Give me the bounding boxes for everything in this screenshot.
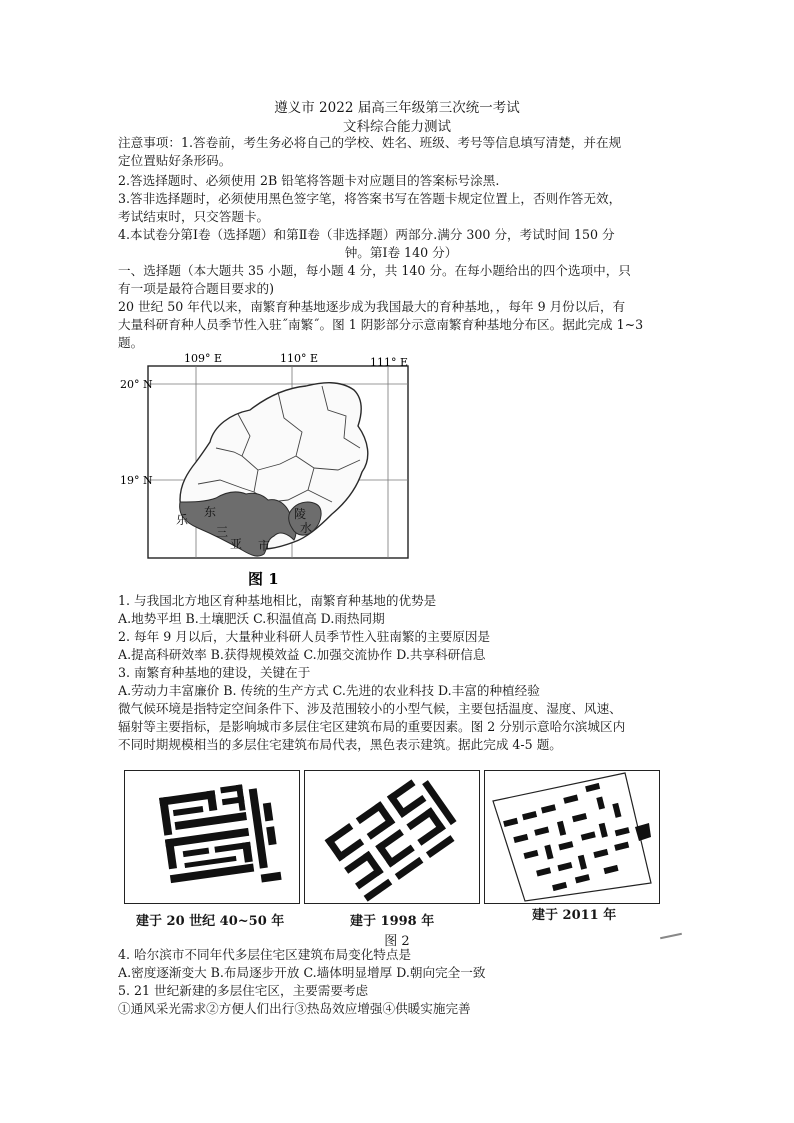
question-1-options: A.地势平坦 B.土壤肥沃 C.积温值高 D.雨热同期 xyxy=(118,611,385,626)
fig2-panel-2011 xyxy=(484,770,660,904)
place-label-shui: 水 xyxy=(300,521,313,535)
lon-label-111: 111° E xyxy=(370,356,409,369)
exam-subtitle: 文科综合能力测试 xyxy=(343,119,451,135)
intro2-line-3: 不同时期规模相当的多层住宅建筑布局代表，黑色表示建筑。据此完成 4-5 题。 xyxy=(118,737,562,752)
question-3-options: A.劳动力丰富廉价 B. 传统的生产方式 C.先进的农业科技 D.丰富的种植经验 xyxy=(118,683,540,698)
lon-label-110: 110° E xyxy=(280,352,319,365)
fig2-caption-1940s: 建于 20 世纪 40~50 年 xyxy=(136,914,285,929)
place-label-le: 乐 xyxy=(176,513,189,527)
exam-title: 遵义市 2022 届高三年级第三次统一考试 xyxy=(274,100,520,116)
question-4: 4. 哈尔滨市不同年代多层住宅区建筑布局变化特点是 xyxy=(118,947,412,962)
question-2-options: A.提高科研效率 B.获得规模效益 C.加强交流协作 D.共享科研信息 xyxy=(118,647,486,662)
notes-line-6: 4.本试卷分第Ⅰ卷（选择题）和第Ⅱ卷（非选择题）两部分.满分 300 分，考试时间 150 分 xyxy=(118,227,615,242)
intro2-line-2: 辐射等主要指标，是影响城市多层住宅区建筑布局的重要因素。图 2 分别示意哈尔滨城区内 xyxy=(118,719,626,734)
place-label-san: 三 xyxy=(216,525,229,539)
question-5-options: ①通风采光需求②方便人们出行③热岛效应增强④供暖实施完善 xyxy=(118,1001,471,1016)
place-label-shi: 市 xyxy=(258,539,271,553)
map-svg xyxy=(118,352,418,588)
place-label-ya: 亚 xyxy=(230,537,243,551)
fig2-panel-1940s xyxy=(124,770,300,904)
section1-line-2: 有一项是最符合题目要求的) xyxy=(118,281,275,296)
intro1-line-1: 20 世纪 50 年代以来，南繁育种基地逐步成为我国最大的育种基地，，每年 9 月份以后，有 xyxy=(118,299,626,314)
figure-2 xyxy=(118,764,684,936)
notes-line-2: 定位置贴好条形码。 xyxy=(118,153,232,168)
figure-2-caption: 图 2 xyxy=(384,934,410,949)
fig2-panel-1940s-svg xyxy=(125,771,299,903)
question-1: 1. 与我国北方地区育种基地相比，南繁育种基地的优势是 xyxy=(118,593,437,608)
question-3: 3. 南繁育种基地的建设，关键在于 xyxy=(118,665,311,680)
notes-line-5: 考试结束时，只交答题卡。 xyxy=(118,209,270,224)
notes-line-4: 3.答非选择题时，必须使用黑色签字笔，将答案书写在答题卡规定位置上，否则作答无效， xyxy=(118,191,622,206)
intro1-line-3: 题。 xyxy=(118,335,144,350)
figure-1-map xyxy=(118,352,418,588)
notes-line-7: 钟。第Ⅰ卷 140 分） xyxy=(344,245,458,260)
fig2-panel-1998 xyxy=(304,770,480,904)
intro1-line-2: 大量科研育种人员季节性入驻˝南繁˝。图 1 阴影部分示意南繁育种基地分布区。据此完成 1~3 xyxy=(118,317,644,332)
fig2-caption-1998: 建于 1998 年 xyxy=(350,914,435,929)
place-label-dong: 东 xyxy=(204,505,217,519)
notes-line-3: 2.答选择题时、必须使用 2B 铅笔将答题卡对应题目的答案标号涂黑. xyxy=(118,173,500,188)
lat-label-20: 20° N xyxy=(120,378,153,391)
intro2-line-1: 微气候环境是指特定空间条件下、涉及范围较小的小型气候，主要包括温度、湿度、风速、 xyxy=(118,701,622,716)
lat-label-19: 19° N xyxy=(120,474,153,487)
fig2-caption-2011: 建于 2011 年 xyxy=(532,908,617,923)
fig2-panel-2011-svg xyxy=(485,771,659,903)
fig2-panel-1998-svg xyxy=(305,771,479,903)
section1-line-1: 一、选择题（本大题共 35 小题，每小题 4 分，共 140 分。在每小题给出的四个选项中，只 xyxy=(118,263,631,278)
lon-label-109: 109° E xyxy=(184,352,223,365)
figure-1-caption: 图 1 xyxy=(248,570,279,588)
notes-line-1: 注意事项：1.答卷前，考生务必将自己的学校、姓名、班级、考号等信息填写清楚，并在规 xyxy=(118,135,622,150)
place-label-ling: 陵 xyxy=(294,507,307,521)
question-5: 5. 21 世纪新建的多层住宅区，主要需要考虑 xyxy=(118,983,369,998)
question-2: 2. 每年 9 月以后，大量种业科研人员季节性入驻南繁的主要原因是 xyxy=(118,629,491,644)
question-4-options: A.密度逐渐变大 B.布局逐步开放 C.墙体明显增厚 D.朝向完全一致 xyxy=(118,965,486,980)
